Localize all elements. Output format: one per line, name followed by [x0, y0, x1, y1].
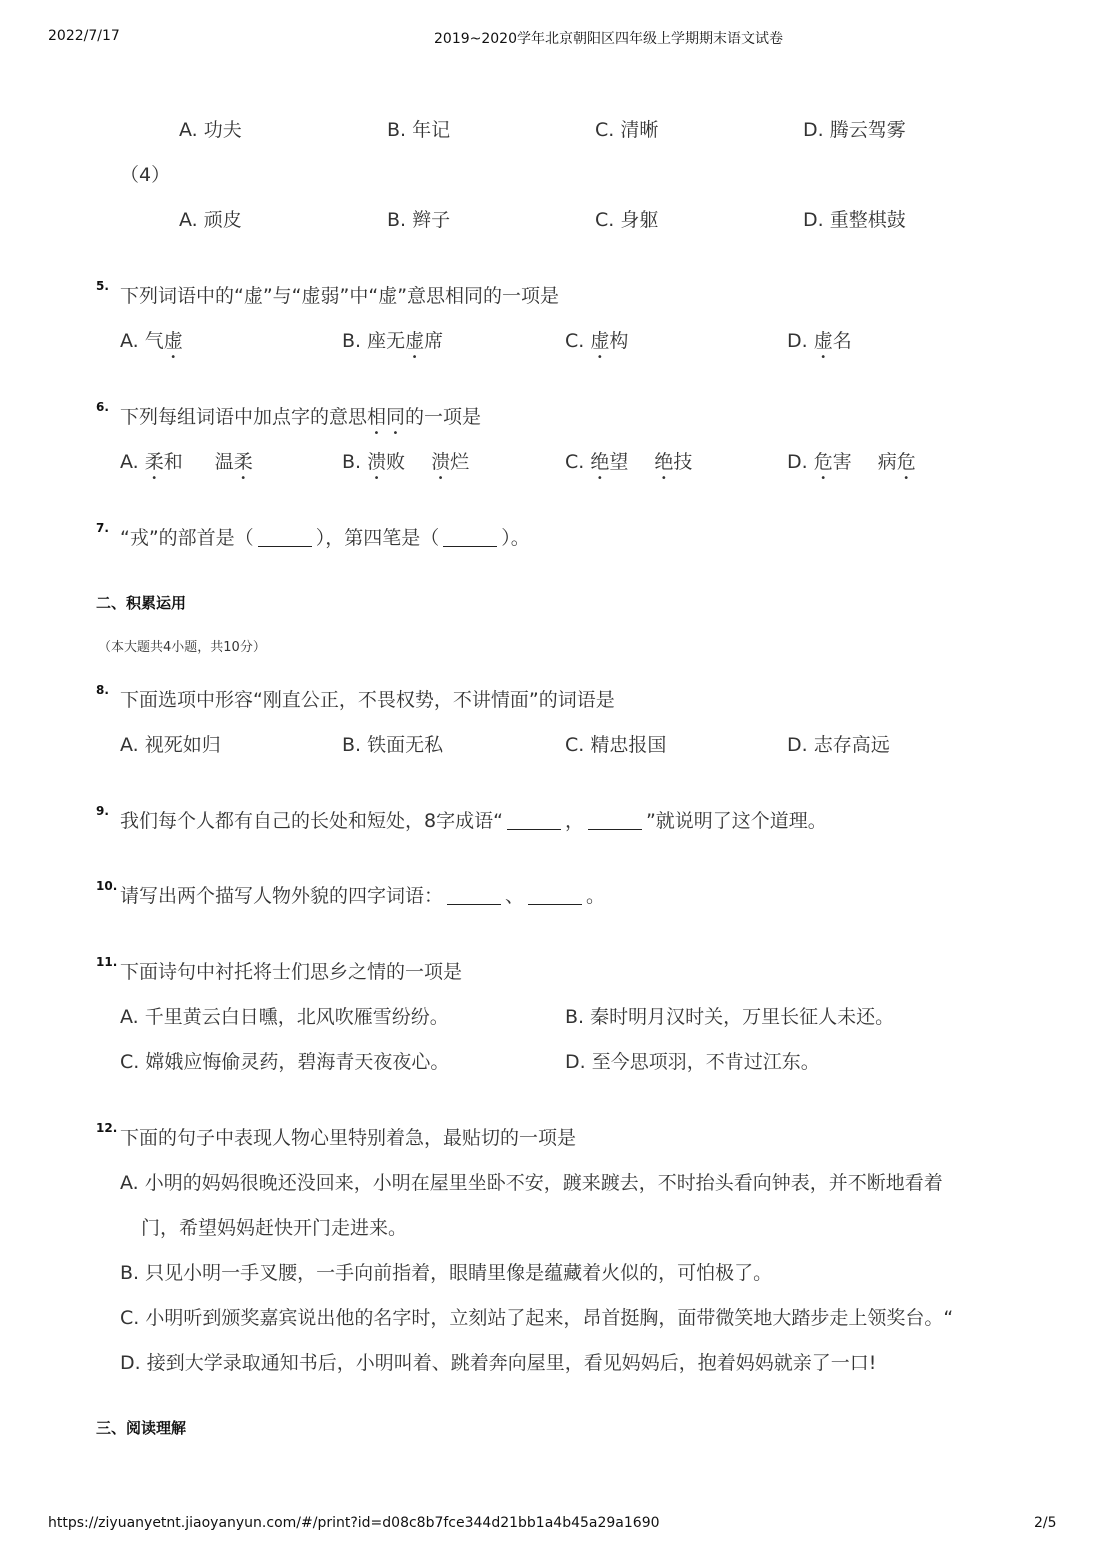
q6-option-b[interactable]: B. 溃败 溃烂 — [342, 451, 470, 473]
q4-option-d: D. 重整棋鼓 — [803, 209, 906, 231]
q11-option-d[interactable]: D. 至今思项羽，不肯过江东。 — [565, 1051, 820, 1073]
q4-option-b: B. 辫子 — [387, 209, 451, 231]
q6-stem: 下列每组词语中加点字的意思相同的一项是 — [120, 406, 482, 428]
q8-option-d[interactable]: D. 志存高远 — [787, 734, 890, 756]
emphasis-char: 虚 — [163, 330, 183, 352]
q11-option-a[interactable]: A. 千里黄云白日曛，北风吹雁雪纷纷。 — [120, 1006, 449, 1028]
q4-prev-option-a: A. 功夫 — [179, 119, 242, 141]
q4-prev-option-d: D. 腾云驾雾 — [803, 119, 906, 141]
emphasis-char: 虚 — [813, 330, 833, 352]
emphasis-char: 虚 — [405, 330, 425, 352]
q5-number: 5. — [96, 279, 109, 293]
q11-number: 11. — [96, 955, 118, 969]
answer-blank[interactable] — [588, 811, 642, 830]
q8-option-c[interactable]: C. 精忠报国 — [565, 734, 667, 756]
q6-option-c[interactable]: C. 绝望 绝技 — [565, 451, 693, 473]
document-title: 2019~2020学年北京朝阳区四年级上学期期末语文试卷 — [434, 31, 783, 47]
emphasis-char: 相同 — [367, 406, 406, 428]
q12-option-b[interactable]: B. 只见小明一手叉腰，一手向前指着，眼睛里像是蕴藏着火似的，可怕极了。 — [120, 1262, 773, 1284]
q11-stem: 下面诗句中衬托将士们思乡之情的一项是 — [120, 961, 463, 983]
q12-option-a-continued[interactable]: 门，希望妈妈赶快开门走进来。 — [141, 1217, 408, 1239]
q4-option-a: A. 顽皮 — [179, 209, 242, 231]
q10-number: 10. — [96, 879, 118, 893]
q12-number: 12. — [96, 1121, 118, 1135]
q6-number: 6. — [96, 400, 109, 414]
q11-option-b[interactable]: B. 秦时明月汉时关，万里长征人未还。 — [565, 1006, 895, 1028]
section-title: 二、积累运用 — [96, 594, 187, 612]
q12-option-a[interactable]: A. 小明的妈妈很晚还没回来，小明在屋里坐卧不安，踱来踱去，不时抬头看向钟表，并不断地看着 — [120, 1172, 943, 1194]
section-note: （本大题共4小题，共10分） — [98, 640, 266, 655]
q6-option-a[interactable]: A. 柔和 温柔 — [120, 451, 253, 473]
emphasis-char: 虚 — [590, 330, 610, 352]
q12-option-c[interactable]: C. 小明听到颁奖嘉宾说出他的名字时，立刻站了起来，昂首挺胸，面带微笑地大踏步走上领奖台。“ — [120, 1307, 954, 1329]
q9-number: 9. — [96, 804, 109, 818]
q4-prev-option-c: C. 清晰 — [595, 119, 659, 141]
section-title: 三、阅读理解 — [96, 1419, 187, 1437]
page-url[interactable]: https://ziyuanyetnt.jiaoyanyun.com/#/print?id=d08c8b7fce344d21bb1a4b45a29a1690 — [48, 1515, 660, 1531]
q7-stem: “戎”的部首是（ ），第四笔是（ ）。 — [120, 527, 530, 549]
answer-blank[interactable] — [507, 811, 561, 830]
q8-number: 8. — [96, 683, 109, 697]
answer-blank[interactable] — [528, 886, 582, 905]
answer-blank[interactable] — [443, 528, 497, 547]
answer-blank[interactable] — [447, 886, 501, 905]
q5-option-b[interactable]: B. 座无虚席 — [342, 330, 444, 352]
q5-stem: 下列词语中的“虚”与“虚弱”中“虚”意思相同的一项是 — [120, 285, 560, 307]
q8-stem: 下面选项中形容“刚直公正，不畏权势，不讲情面”的词语是 — [120, 689, 615, 711]
q9-stem: 我们每个人都有自己的长处和短处，8字成语“ ， ”就说明了这个道理。 — [120, 810, 827, 832]
q12-stem: 下面的句子中表现人物心里特别着急，最贴切的一项是 — [120, 1127, 577, 1149]
q6-option-d[interactable]: D. 危害 病危 — [787, 451, 916, 473]
q5-option-c[interactable]: C. 虚构 — [565, 330, 629, 352]
answer-blank[interactable] — [258, 528, 312, 547]
q5-option-d[interactable]: D. 虚名 — [787, 330, 852, 352]
q8-option-a[interactable]: A. 视死如归 — [120, 734, 221, 756]
q5-option-a[interactable]: A. 气虚 — [120, 330, 183, 352]
q11-option-c[interactable]: C. 嫦娥应悔偷灵药，碧海青天夜夜心。 — [120, 1051, 450, 1073]
print-date: 2022/7/17 — [48, 28, 120, 44]
q4-prev-option-b: B. 年记 — [387, 119, 451, 141]
q8-option-b[interactable]: B. 铁面无私 — [342, 734, 444, 756]
q4-sub-number: （4） — [120, 164, 171, 186]
page-number: 2/5 — [1034, 1515, 1057, 1531]
q12-option-d[interactable]: D. 接到大学录取通知书后，小明叫着、跳着奔向屋里，看见妈妈后，抱着妈妈就亲了一口! — [120, 1352, 877, 1374]
q4-option-c: C. 身躯 — [595, 209, 659, 231]
q10-stem: 请写出两个描写人物外貌的四字词语： 、 。 — [120, 885, 606, 907]
q7-number: 7. — [96, 521, 109, 535]
